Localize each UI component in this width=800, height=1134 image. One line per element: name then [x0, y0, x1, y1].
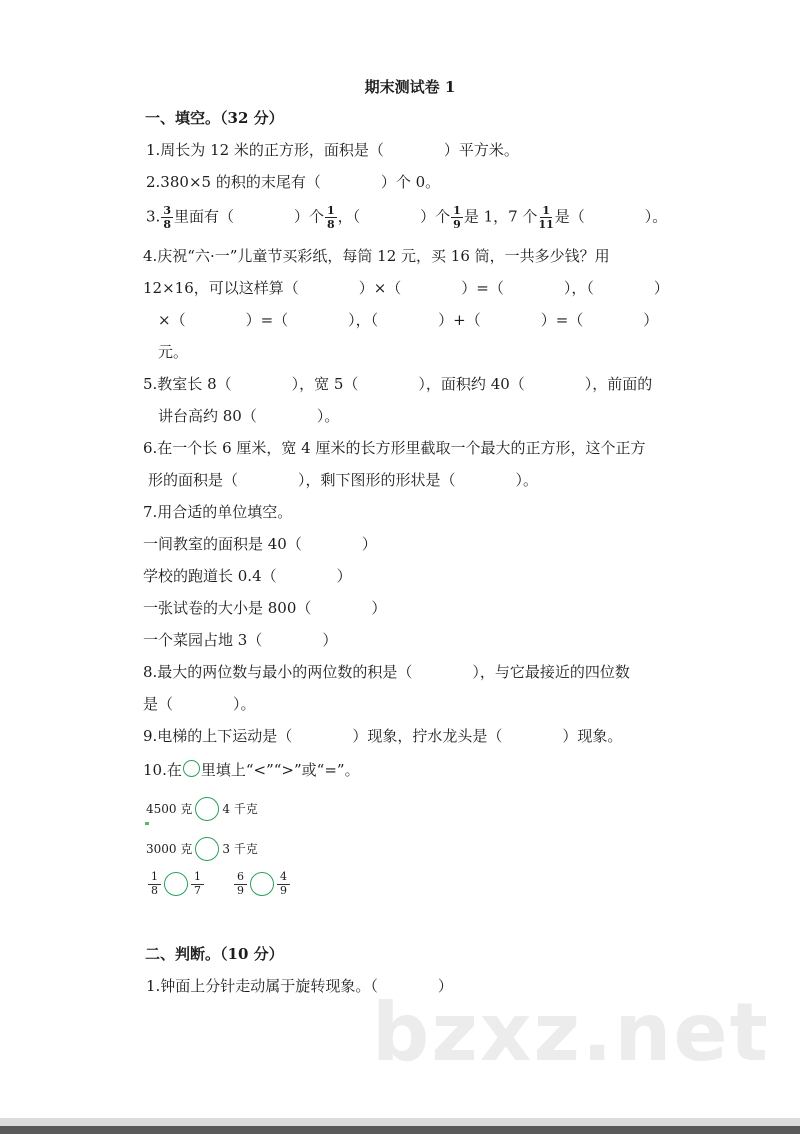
q10-prefix: 10.在	[143, 761, 182, 779]
compare-left: 4500 克	[146, 802, 193, 816]
fraction-numerator: 1	[453, 204, 461, 217]
q3-number: 3.	[146, 207, 161, 226]
question-10	[143, 759, 360, 781]
fraction-numerator: 1	[326, 204, 335, 217]
question-7-item: 一个菜园占地 3（ ）	[143, 631, 338, 649]
fraction-denominator: 8	[163, 218, 171, 231]
fraction-denominator: 8	[326, 218, 335, 231]
fraction-numerator: 1	[542, 204, 550, 217]
fraction-denominator: 9	[280, 884, 287, 897]
question-4-line-2: 12×16，可以这样算（ ）×（ ）=（ ），（ ）	[143, 279, 669, 297]
section2-heading: 二、判断。（10 分）	[145, 945, 284, 963]
question-7-item: 一间教室的面积是 40（ ）	[143, 535, 377, 553]
fraction-numerator: 1	[148, 871, 161, 885]
fraction-1-8	[148, 871, 161, 897]
question-7-item: 一张试卷的大小是 800（ ）	[143, 599, 387, 617]
fraction-denominator: 9	[453, 218, 461, 231]
question-8-line-1: 8.最大的两位数与最小的两位数的积是（ ），与它最接近的四位数	[143, 663, 630, 681]
compare-row-2	[146, 837, 258, 861]
question-7-item: 学校的跑道长 0.4（ ）	[143, 567, 352, 585]
question-3	[146, 205, 667, 230]
question-1: 1.周长为 12 米的正方形，面积是（ ）平方米。	[146, 141, 519, 159]
question-9: 9.电梯的上下运动是（ ）现象，拧水龙头是（ ）现象。	[143, 727, 623, 745]
answer-circle[interactable]	[195, 797, 219, 821]
fraction-denominator: 9	[237, 884, 244, 897]
fraction-3-8	[161, 205, 173, 230]
fraction-denominator: 8	[151, 884, 158, 897]
watermark: bzxz.net	[372, 986, 770, 1079]
compare-left: 3000 克	[146, 842, 193, 856]
question-4-line-3: ×（ ）=（ ），（ ）+（ ）=（ ）	[158, 311, 659, 329]
fraction-1-7	[191, 871, 204, 897]
page-bottom-shadow	[0, 1126, 800, 1134]
section2-question-1: 1.钟面上分针走动属于旋转现象。（ ）	[146, 977, 453, 995]
exam-title: 期末测试卷 1	[364, 78, 456, 96]
fraction-numerator: 4	[277, 871, 290, 885]
question-6-line-1: 6.在一个长 6 厘米，宽 4 厘米的长方形里截取一个最大的正方形，这个正方	[143, 439, 646, 457]
fraction-denominator: 11	[538, 218, 554, 231]
q10-suffix: 里填上“<”“>”或“=”。	[200, 761, 360, 779]
question-5-line-2: 讲台高约 80（ ）。	[158, 407, 340, 425]
compare-right: 4 千克	[222, 802, 258, 816]
question-6-line-2: 形的面积是（ ），剩下图形的形状是（ ）。	[148, 471, 539, 489]
answer-circle[interactable]	[164, 872, 188, 896]
fraction-numerator: 3	[163, 204, 171, 217]
fraction-1-8	[325, 205, 337, 230]
fraction-1-9	[451, 205, 463, 230]
answer-circle[interactable]	[250, 872, 274, 896]
question-7-intro: 7.用合适的单位填空。	[143, 503, 293, 521]
fraction-6-9	[234, 871, 247, 897]
stray-mark	[145, 822, 149, 825]
q3-text-1: 里面有（ ）个	[173, 207, 324, 226]
question-4-line-1: 4.庆祝“六·一”儿童节买彩纸，每筒 12 元，买 16 筒，一共多少钱？用	[143, 247, 610, 265]
question-5-line-1: 5.教室长 8（ ），宽 5（ ），面积约 40（ ），前面的	[143, 375, 653, 393]
question-4-line-4: 元。	[158, 343, 189, 361]
section1-heading: 一、填空。（32 分）	[145, 109, 284, 127]
fraction-1-11	[538, 205, 553, 230]
q3-text-2: ，（ ）个	[337, 207, 451, 226]
fraction-denominator: 7	[194, 884, 201, 897]
fraction-4-9	[277, 871, 290, 897]
circle-icon	[183, 760, 200, 777]
compare-row-3	[148, 871, 290, 897]
question-2: 2.380×5 的积的末尾有（ ）个 0。	[146, 173, 441, 191]
compare-row-1	[146, 797, 258, 821]
q3-text-4: 是（ ）。	[554, 207, 668, 226]
answer-circle[interactable]	[195, 837, 219, 861]
q3-text-3: 是 1，7 个	[463, 207, 538, 226]
fraction-numerator: 1	[191, 871, 204, 885]
question-8-line-2: 是（ ）。	[143, 695, 256, 713]
fraction-numerator: 6	[234, 871, 247, 885]
compare-right: 3 千克	[222, 842, 258, 856]
